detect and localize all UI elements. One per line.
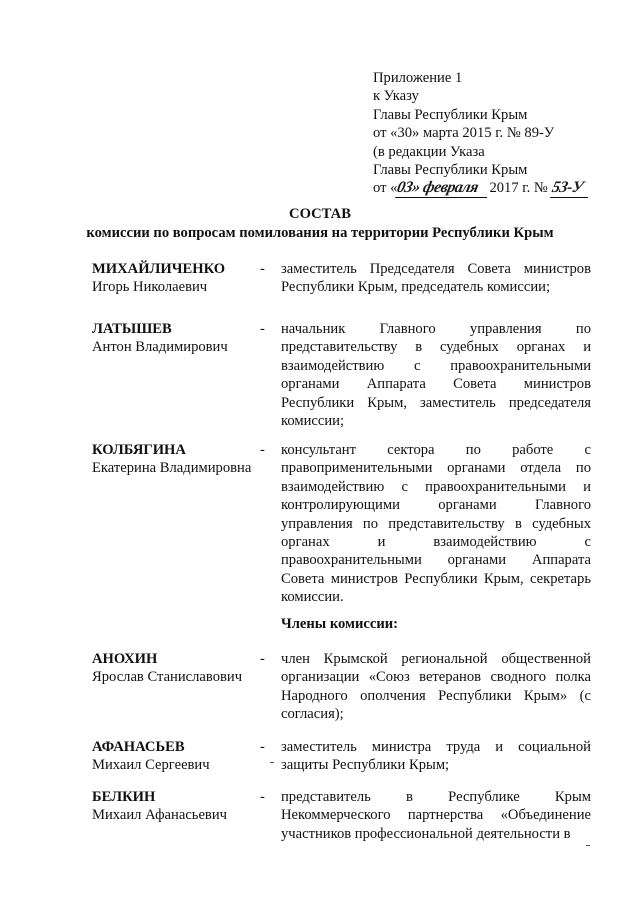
member-name — [92, 738, 257, 775]
scan-mark — [586, 845, 590, 846]
member-dash: - — [260, 261, 265, 277]
member-role: начальник Главного управления по представительству в судебных органах и взаимодействию с правоохранительными органами Аппарата Совета министров Республики Крым, заместитель председателя комиссии; — [281, 321, 591, 430]
annex-line-3: Главы Республики Крым — [373, 106, 528, 123]
member-surname: КОЛБЯГИНА — [92, 442, 186, 458]
member-dash: - — [260, 739, 265, 755]
member-dash: - — [260, 789, 265, 805]
member-role: член Крымской региональной общественной организации «Союз ветеранов сводного полка Народного ополчения Республики Крым» (с согласия); — [281, 651, 591, 723]
annex-line-2: к Указу — [373, 88, 419, 105]
member-role: заместитель Председателя Совета министров Республики Крым, председатель комиссии; — [281, 261, 591, 296]
document-title: СОСТАВ — [289, 206, 351, 222]
annex-line-5: (в редакции Указа — [373, 143, 485, 160]
member-dash: - — [260, 651, 265, 667]
annex-line-7 — [373, 179, 623, 198]
member-name — [92, 320, 257, 357]
annex-line-4: от «30» марта 2015 г. № 89-У — [373, 125, 555, 142]
member-name — [92, 650, 257, 687]
member-given-name: Игорь Николаевич — [92, 279, 208, 296]
member-given-name: Антон Владимирович — [92, 339, 228, 356]
member-surname: БЕЛКИН — [92, 789, 156, 805]
member-given-name: Ярослав Станиславович — [92, 669, 243, 686]
section-heading-members: Члены комиссии: — [281, 616, 399, 632]
member-surname: АНОХИН — [92, 651, 158, 667]
member-given-name: Михаил Сергеевич — [92, 757, 210, 774]
annex-header — [373, 69, 623, 199]
member-given-name: Екатерина Владимировна — [92, 460, 252, 477]
member-name — [92, 260, 257, 297]
handwritten-date: 03» февраля — [395, 179, 491, 198]
member-name — [92, 788, 257, 825]
scan-mark — [270, 762, 274, 763]
document-subtitle: комиссии по вопросам помилования на территории Республики Крым — [86, 225, 554, 241]
member-surname: ЛАТЫШЕВ — [92, 321, 172, 337]
annex-line-1: Приложение 1 — [373, 70, 463, 86]
member-surname: МИХАЙЛИЧЕНКО — [92, 261, 226, 277]
member-role: заместитель министра труда и социальной защиты Республики Крым; — [281, 739, 591, 774]
annex-line-7-middle: 2017 г. № — [489, 180, 548, 197]
annex-line-7-prefix: от « — [373, 180, 398, 197]
member-name — [92, 441, 257, 478]
member-role: консультант сектора по работе с правоприменительными органами отдела по взаимодействию с правоохранительными и контролирующими органами Главного управления по представительству в судебных органах и взаимодействию с правоохранительными органами Аппарата Совета министров Республики Крым, секретарь комиссии. — [281, 442, 591, 606]
member-role: представитель в Республике Крым Некоммерческого партнерства «Объединение участников профессиональной деятельности в — [281, 789, 591, 842]
member-dash: - — [260, 321, 265, 337]
handwritten-number: 53-У — [549, 179, 591, 198]
member-surname: АФАНАСЬЕВ — [92, 739, 185, 755]
member-dash: - — [260, 442, 265, 458]
annex-line-6: Главы Республики Крым — [373, 162, 528, 179]
member-given-name: Михаил Афанасьевич — [92, 807, 227, 824]
